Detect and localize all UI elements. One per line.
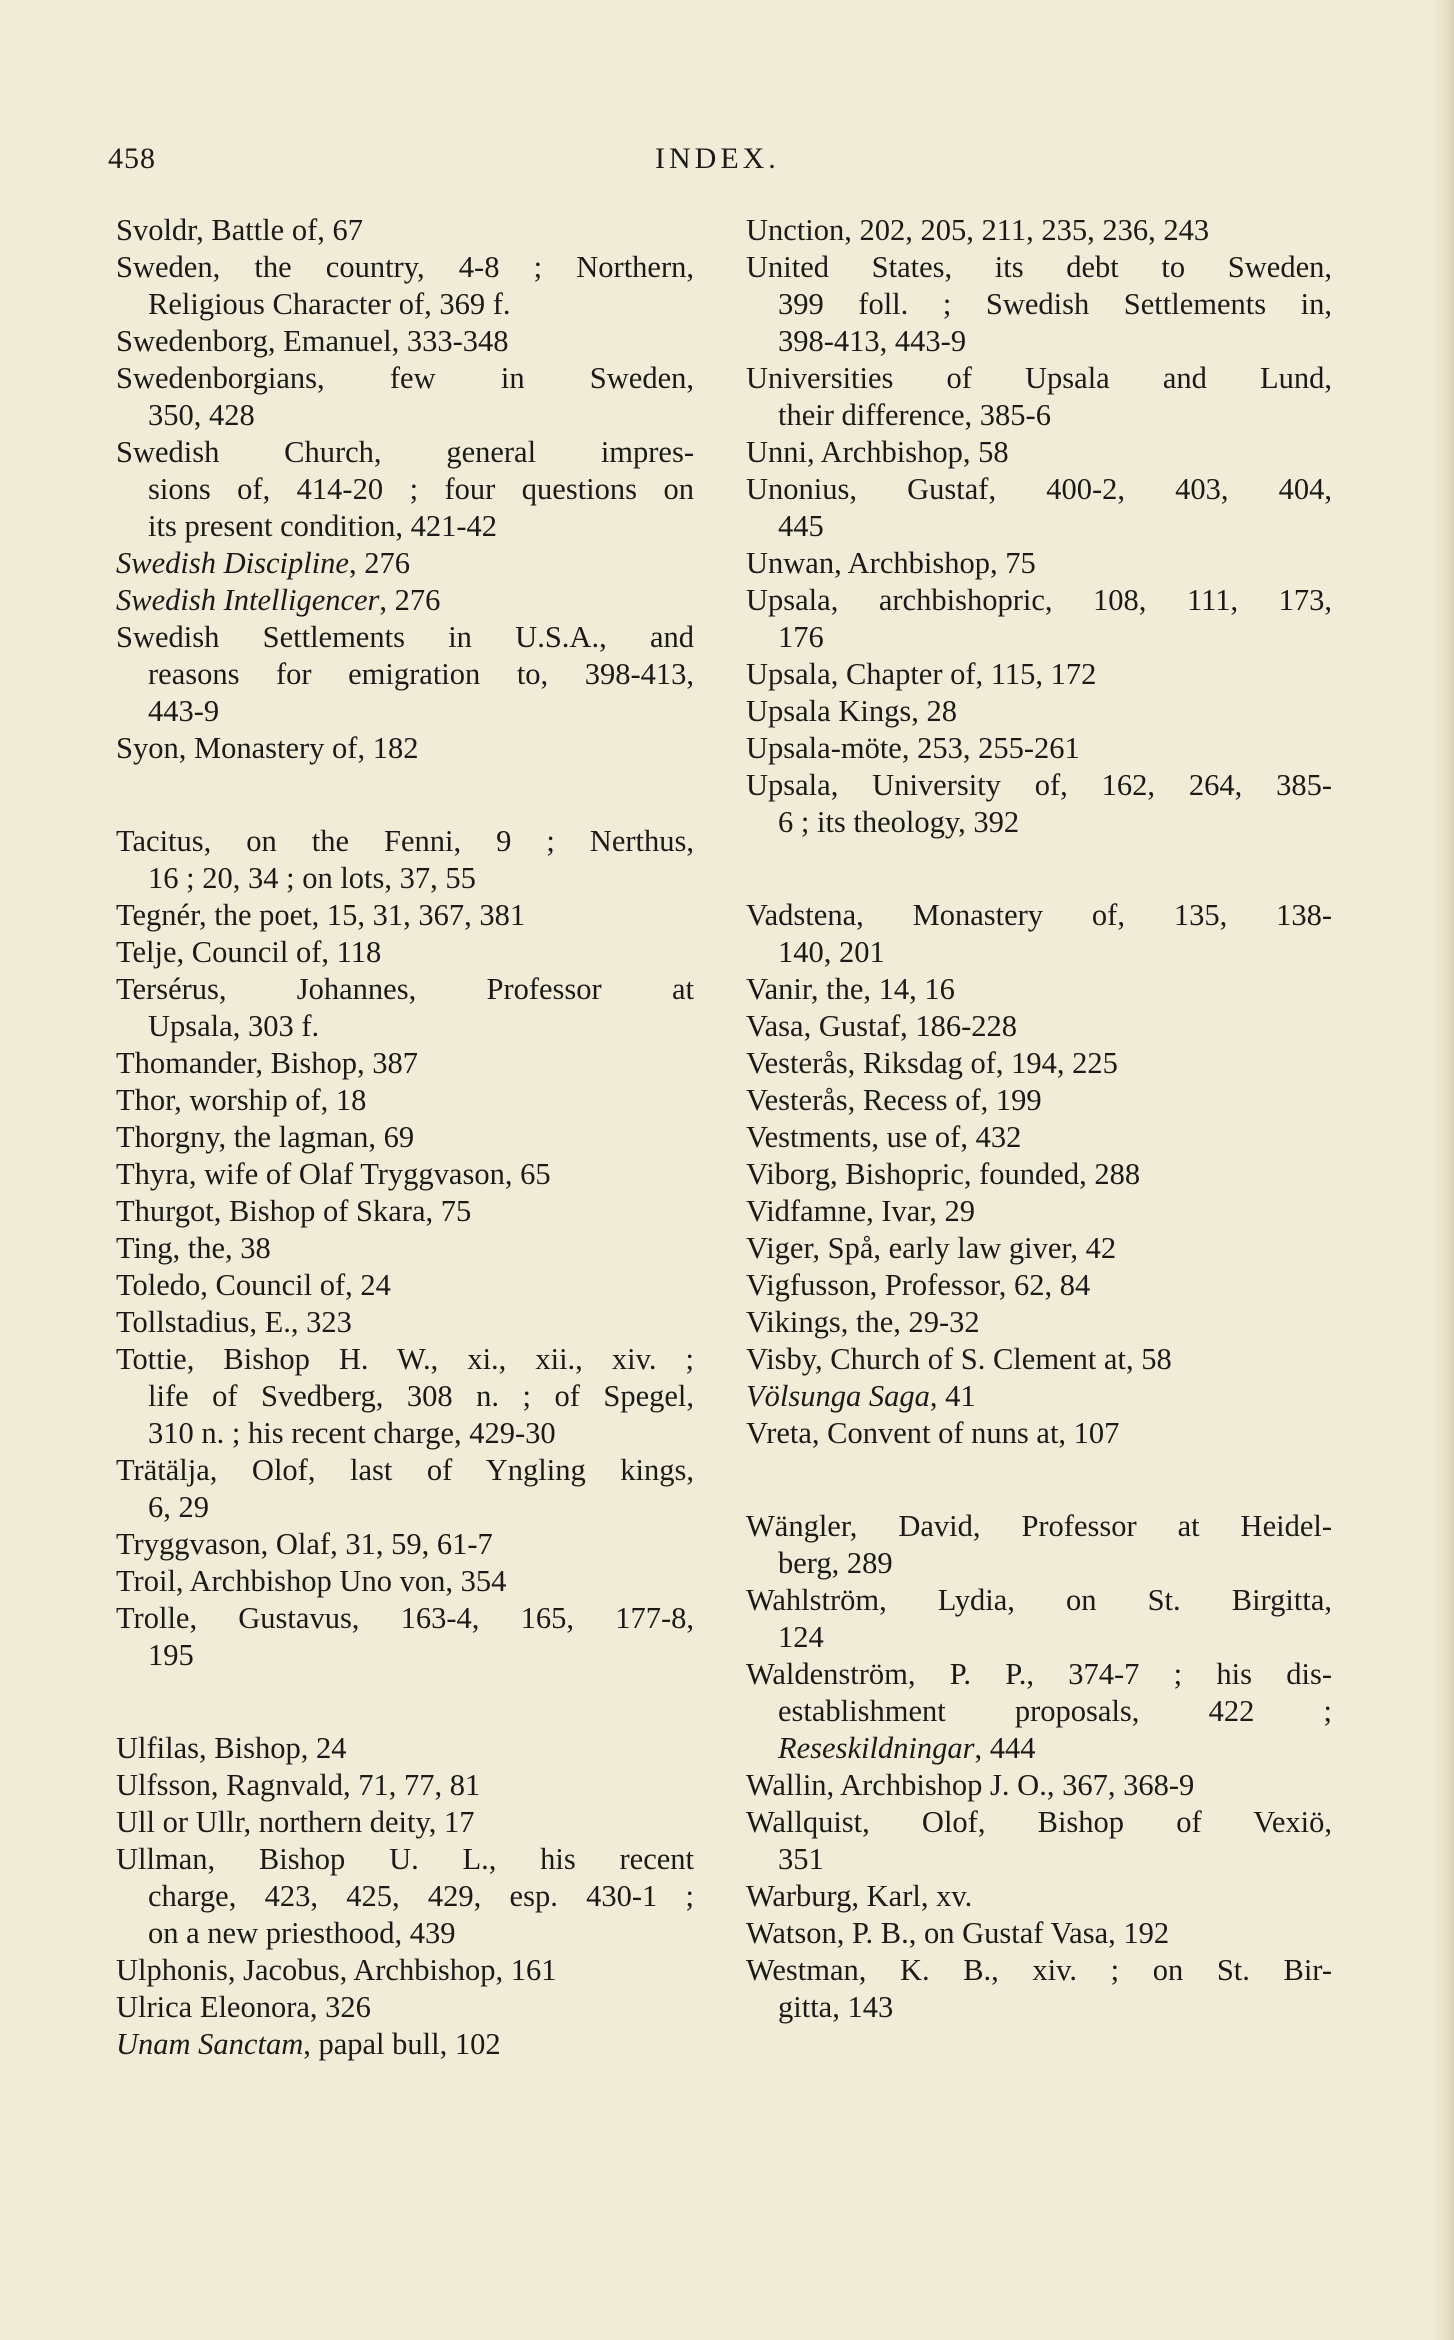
index-entry-heading-line: Viger, Spå, early law giver, 42 <box>746 1231 1117 1265</box>
index-entry-heading-line: Troil, Archbishop Uno von, 354 <box>116 1564 507 1598</box>
index-entry-heading-line: Ulrica Eleonora, 326 <box>116 1990 371 2024</box>
index-entry <box>746 1582 1332 1656</box>
index-entry-continuation-line: on a new priesthood, 439 <box>148 1916 456 1950</box>
index-entry <box>746 1952 1332 2026</box>
index-entry <box>746 249 1332 360</box>
index-entry <box>116 212 694 249</box>
index-entry-heading-line: Vreta, Convent of nuns at, 107 <box>746 1416 1120 1450</box>
index-entry <box>116 1526 694 1563</box>
index-entry-continuation-line: berg, 289 <box>778 1546 893 1580</box>
index-entry <box>116 1341 694 1452</box>
index-entry <box>116 1304 694 1341</box>
index-entry-continuation-line: 16 ; 20, 34 ; on lots, 37, 55 <box>148 861 476 895</box>
index-entry <box>116 249 694 323</box>
index-entry <box>116 582 694 619</box>
index-entry-heading-line: Vesterås, Riksdag of, 194, 225 <box>746 1046 1118 1080</box>
index-entry <box>116 1193 694 1230</box>
index-column-left <box>116 212 694 2063</box>
index-entry <box>116 1600 694 1674</box>
index-entry-heading-line: Watson, P. B., on Gustaf Vasa, 192 <box>746 1916 1170 1950</box>
index-entry-heading-line: Ulphonis, Jacobus, Archbishop, 161 <box>116 1953 557 1987</box>
index-entry-heading-line: Visby, Church of S. Clement at, 58 <box>746 1342 1172 1376</box>
index-entry <box>116 1082 694 1119</box>
index-entry-heading-line: Upsala-möte, 253, 255-261 <box>746 731 1080 765</box>
index-entry-heading-line: Tryggvason, Olaf, 31, 59, 61-7 <box>116 1527 493 1561</box>
index-entry <box>116 323 694 360</box>
index-entry-continuation-line: 124 <box>778 1620 824 1654</box>
letter-section-gap <box>116 1674 694 1730</box>
index-entry-heading-line: Swedish Discipline, 276 <box>116 546 410 580</box>
index-entry <box>746 1230 1332 1267</box>
index-entry-heading-line: Vesterås, Recess of, 199 <box>746 1083 1042 1117</box>
index-entry-heading-line: Thor, worship of, 18 <box>116 1083 367 1117</box>
index-entry <box>746 1915 1332 1952</box>
index-entry-heading-line: Ull or Ullr, northern deity, 17 <box>116 1805 475 1839</box>
index-entry-continuation-line: 350, 428 <box>148 398 255 432</box>
index-entry-heading-line: Vanir, the, 14, 16 <box>746 972 955 1006</box>
index-entry-heading-line: Sweden, the country, 4-8 ; Northern, <box>116 250 694 284</box>
index-entry <box>116 1989 694 2026</box>
index-entry-heading-line: Wahlström, Lydia, on St. Birgitta, <box>746 1583 1332 1617</box>
index-entry-heading-line: Universities of Upsala and Lund, <box>746 361 1332 395</box>
index-entry <box>116 1767 694 1804</box>
index-entry-heading-line: Swedenborg, Emanuel, 333-348 <box>116 324 509 358</box>
index-entry <box>746 1156 1332 1193</box>
index-entry-continuation-line: 351 <box>778 1842 824 1876</box>
page-edge <box>1432 0 1454 2340</box>
index-entry <box>746 1119 1332 1156</box>
index-entry-heading-line: Trolle, Gustavus, 163-4, 165, 177-8, <box>116 1601 694 1635</box>
index-entry <box>746 1082 1332 1119</box>
index-entry-continuation-line: 398-413, 443-9 <box>778 324 967 358</box>
letter-section-gap <box>116 767 694 823</box>
index-entry-heading-line: Thurgot, Bishop of Skara, 75 <box>116 1194 472 1228</box>
index-entry <box>746 1508 1332 1582</box>
index-entry-continuation-line: charge, 423, 425, 429, esp. 430-1 ; <box>148 1879 694 1913</box>
index-entry-heading-line: Unam Sanctam, papal bull, 102 <box>116 2027 501 2061</box>
index-entry-continuation-line: 399 foll. ; Swedish Settlements in, <box>778 287 1332 321</box>
index-entry <box>116 1267 694 1304</box>
index-entry-continuation-line: reasons for emigration to, 398-413, <box>148 657 694 691</box>
index-entry-heading-line: Syon, Monastery of, 182 <box>116 731 419 765</box>
index-entry-heading-line: Swedenborgians, few in Sweden, <box>116 361 694 395</box>
index-entry <box>746 897 1332 971</box>
page-header <box>0 142 1454 192</box>
index-entry-heading-line: Unonius, Gustaf, 400-2, 403, 404, <box>746 472 1332 506</box>
index-entry <box>746 1415 1332 1452</box>
index-entry <box>116 1952 694 1989</box>
index-entry-heading-line: Vestments, use of, 432 <box>746 1120 1022 1154</box>
index-entry-continuation-line: 6, 29 <box>148 1490 209 1524</box>
index-entry <box>746 730 1332 767</box>
page-number: 458 <box>108 142 156 175</box>
index-entry-continuation-line: Reseskildningar, 444 <box>778 1731 1036 1765</box>
index-entry <box>746 471 1332 545</box>
index-entry <box>746 1767 1332 1804</box>
index-entry <box>746 1341 1332 1378</box>
index-entry-continuation-line: gitta, 143 <box>778 1990 894 2024</box>
index-entry <box>746 1267 1332 1304</box>
index-entry <box>746 1804 1332 1878</box>
index-entry <box>116 1841 694 1952</box>
index-entry <box>116 2026 694 2063</box>
index-entry <box>746 1304 1332 1341</box>
index-entry <box>746 582 1332 656</box>
index-entry-heading-line: Swedish Intelligencer, 276 <box>116 583 441 617</box>
index-entry-heading-line: Wallquist, Olof, Bishop of Vexiö, <box>746 1805 1332 1839</box>
index-entry <box>116 934 694 971</box>
index-entry <box>116 1045 694 1082</box>
index-entry <box>116 971 694 1045</box>
index-entry-heading-line: Vasa, Gustaf, 186-228 <box>746 1009 1018 1043</box>
index-entry-heading-line: Vadstena, Monastery of, 135, 138- <box>746 898 1332 932</box>
index-entry-heading-line: Warburg, Karl, xv. <box>746 1879 973 1913</box>
index-entry-heading-line: Vidfamne, Ivar, 29 <box>746 1194 976 1228</box>
index-entry-heading-line: Tersérus, Johannes, Professor at <box>116 972 694 1006</box>
index-entry-heading-line: Ulfsson, Ragnvald, 71, 77, 81 <box>116 1768 481 1802</box>
index-entry-continuation-line: 443-9 <box>148 694 220 728</box>
index-entry <box>116 619 694 730</box>
index-entry <box>116 823 694 897</box>
index-entry-heading-line: Wängler, David, Professor at Heidel- <box>746 1509 1332 1543</box>
index-entry <box>746 1378 1332 1415</box>
index-entry-continuation-line: life of Svedberg, 308 n. ; of Spegel, <box>148 1379 694 1413</box>
index-entry-continuation-line: its present condition, 421-42 <box>148 509 498 543</box>
index-entry <box>116 1156 694 1193</box>
index-entry <box>746 1008 1332 1045</box>
index-entry-continuation-line: Religious Character of, 369 f. <box>148 287 511 321</box>
index-entry-continuation-line: 6 ; its theology, 392 <box>778 805 1020 839</box>
index-column-right <box>746 212 1332 2026</box>
index-entry-heading-line: Vigfusson, Professor, 62, 84 <box>746 1268 1091 1302</box>
index-entry-heading-line: Trätälja, Olof, last of Yngling kings, <box>116 1453 694 1487</box>
index-entry-heading-line: Toledo, Council of, 24 <box>116 1268 391 1302</box>
index-entry <box>116 360 694 434</box>
index-entry-heading-line: Thyra, wife of Olaf Tryggvason, 65 <box>116 1157 551 1191</box>
index-entry <box>746 545 1332 582</box>
index-entry-continuation-line: Upsala, 303 f. <box>148 1009 320 1043</box>
index-entry-heading-line: Völsunga Saga, 41 <box>746 1379 976 1413</box>
index-entry <box>116 1730 694 1767</box>
index-entry-heading-line: Upsala, archbishopric, 108, 111, 173, <box>746 583 1332 617</box>
index-entry <box>746 767 1332 841</box>
index-entry <box>116 434 694 545</box>
index-entry-heading-line: Unwan, Archbishop, 75 <box>746 546 1036 580</box>
index-entry-heading-line: Tegnér, the poet, 15, 31, 367, 381 <box>116 898 526 932</box>
index-entry-continuation-line: 310 n. ; his recent charge, 429-30 <box>148 1416 556 1450</box>
index-entry-heading-line: Tollstadius, E., 323 <box>116 1305 352 1339</box>
index-entry-heading-line: Upsala Kings, 28 <box>746 694 957 728</box>
index-entry-heading-line: Telje, Council of, 118 <box>116 935 382 969</box>
index-entry-heading-line: Thorgny, the lagman, 69 <box>116 1120 415 1154</box>
index-entry <box>116 897 694 934</box>
index-entry <box>746 360 1332 434</box>
index-entry-heading-line: Unni, Archbishop, 58 <box>746 435 1009 469</box>
index-entry-heading-line: Tacitus, on the Fenni, 9 ; Nerthus, <box>116 824 694 858</box>
index-entry-continuation-line: 195 <box>148 1638 194 1672</box>
index-entry-heading-line: Ulfilas, Bishop, 24 <box>116 1731 347 1765</box>
index-entry-heading-line: Upsala, Chapter of, 115, 172 <box>746 657 1097 691</box>
index-entry <box>746 693 1332 730</box>
index-entry-heading-line: Svoldr, Battle of, 67 <box>116 213 363 247</box>
index-entry-continuation-line: their difference, 385-6 <box>778 398 1051 432</box>
index-entry-heading-line: United States, its debt to Sweden, <box>746 250 1332 284</box>
index-entry-heading-line: Viborg, Bishopric, founded, 288 <box>746 1157 1141 1191</box>
index-entry <box>746 1878 1332 1915</box>
index-entry <box>746 1045 1332 1082</box>
index-entry-heading-line: Waldenström, P. P., 374-7 ; his dis- <box>746 1657 1332 1691</box>
index-entry <box>746 971 1332 1008</box>
index-entry <box>746 1193 1332 1230</box>
index-entry-continuation-line: 445 <box>778 509 824 543</box>
index-entry-continuation-line: establishment proposals, 422 ; <box>778 1694 1332 1728</box>
index-entry <box>116 545 694 582</box>
index-entry-heading-line: Unction, 202, 205, 211, 235, 236, 243 <box>746 213 1210 247</box>
index-entry <box>116 1230 694 1267</box>
index-entry-heading-line: Swedish Church, general impres- <box>116 435 694 469</box>
index-entry <box>116 730 694 767</box>
index-entry <box>116 1563 694 1600</box>
index-entry <box>116 1804 694 1841</box>
index-entry-heading-line: Thomander, Bishop, 387 <box>116 1046 419 1080</box>
index-entry-heading-line: Ullman, Bishop U. L., his recent <box>116 1842 694 1876</box>
index-entry-continuation-line: 176 <box>778 620 824 654</box>
index-entry-continuation-line: 140, 201 <box>778 935 885 969</box>
index-entry <box>746 656 1332 693</box>
index-entry <box>116 1452 694 1526</box>
running-head: INDEX. <box>655 142 780 175</box>
index-entry <box>746 212 1332 249</box>
letter-section-gap <box>746 1452 1332 1508</box>
index-entry-heading-line: Swedish Settlements in U.S.A., and <box>116 620 694 654</box>
index-entry-heading-line: Wallin, Archbishop J. O., 367, 368-9 <box>746 1768 1195 1802</box>
index-entry-heading-line: Ting, the, 38 <box>116 1231 271 1265</box>
index-entry-continuation-line: sions of, 414-20 ; four questions on <box>148 472 694 506</box>
index-entry <box>746 1656 1332 1767</box>
index-entry <box>746 434 1332 471</box>
index-entry-heading-line: Tottie, Bishop H. W., xi., xii., xiv. ; <box>116 1342 694 1376</box>
letter-section-gap <box>746 841 1332 897</box>
index-entry-heading-line: Upsala, University of, 162, 264, 385- <box>746 768 1332 802</box>
index-entry-heading-line: Westman, K. B., xiv. ; on St. Bir- <box>746 1953 1332 1987</box>
index-entry <box>116 1119 694 1156</box>
index-entry-heading-line: Vikings, the, 29-32 <box>746 1305 980 1339</box>
